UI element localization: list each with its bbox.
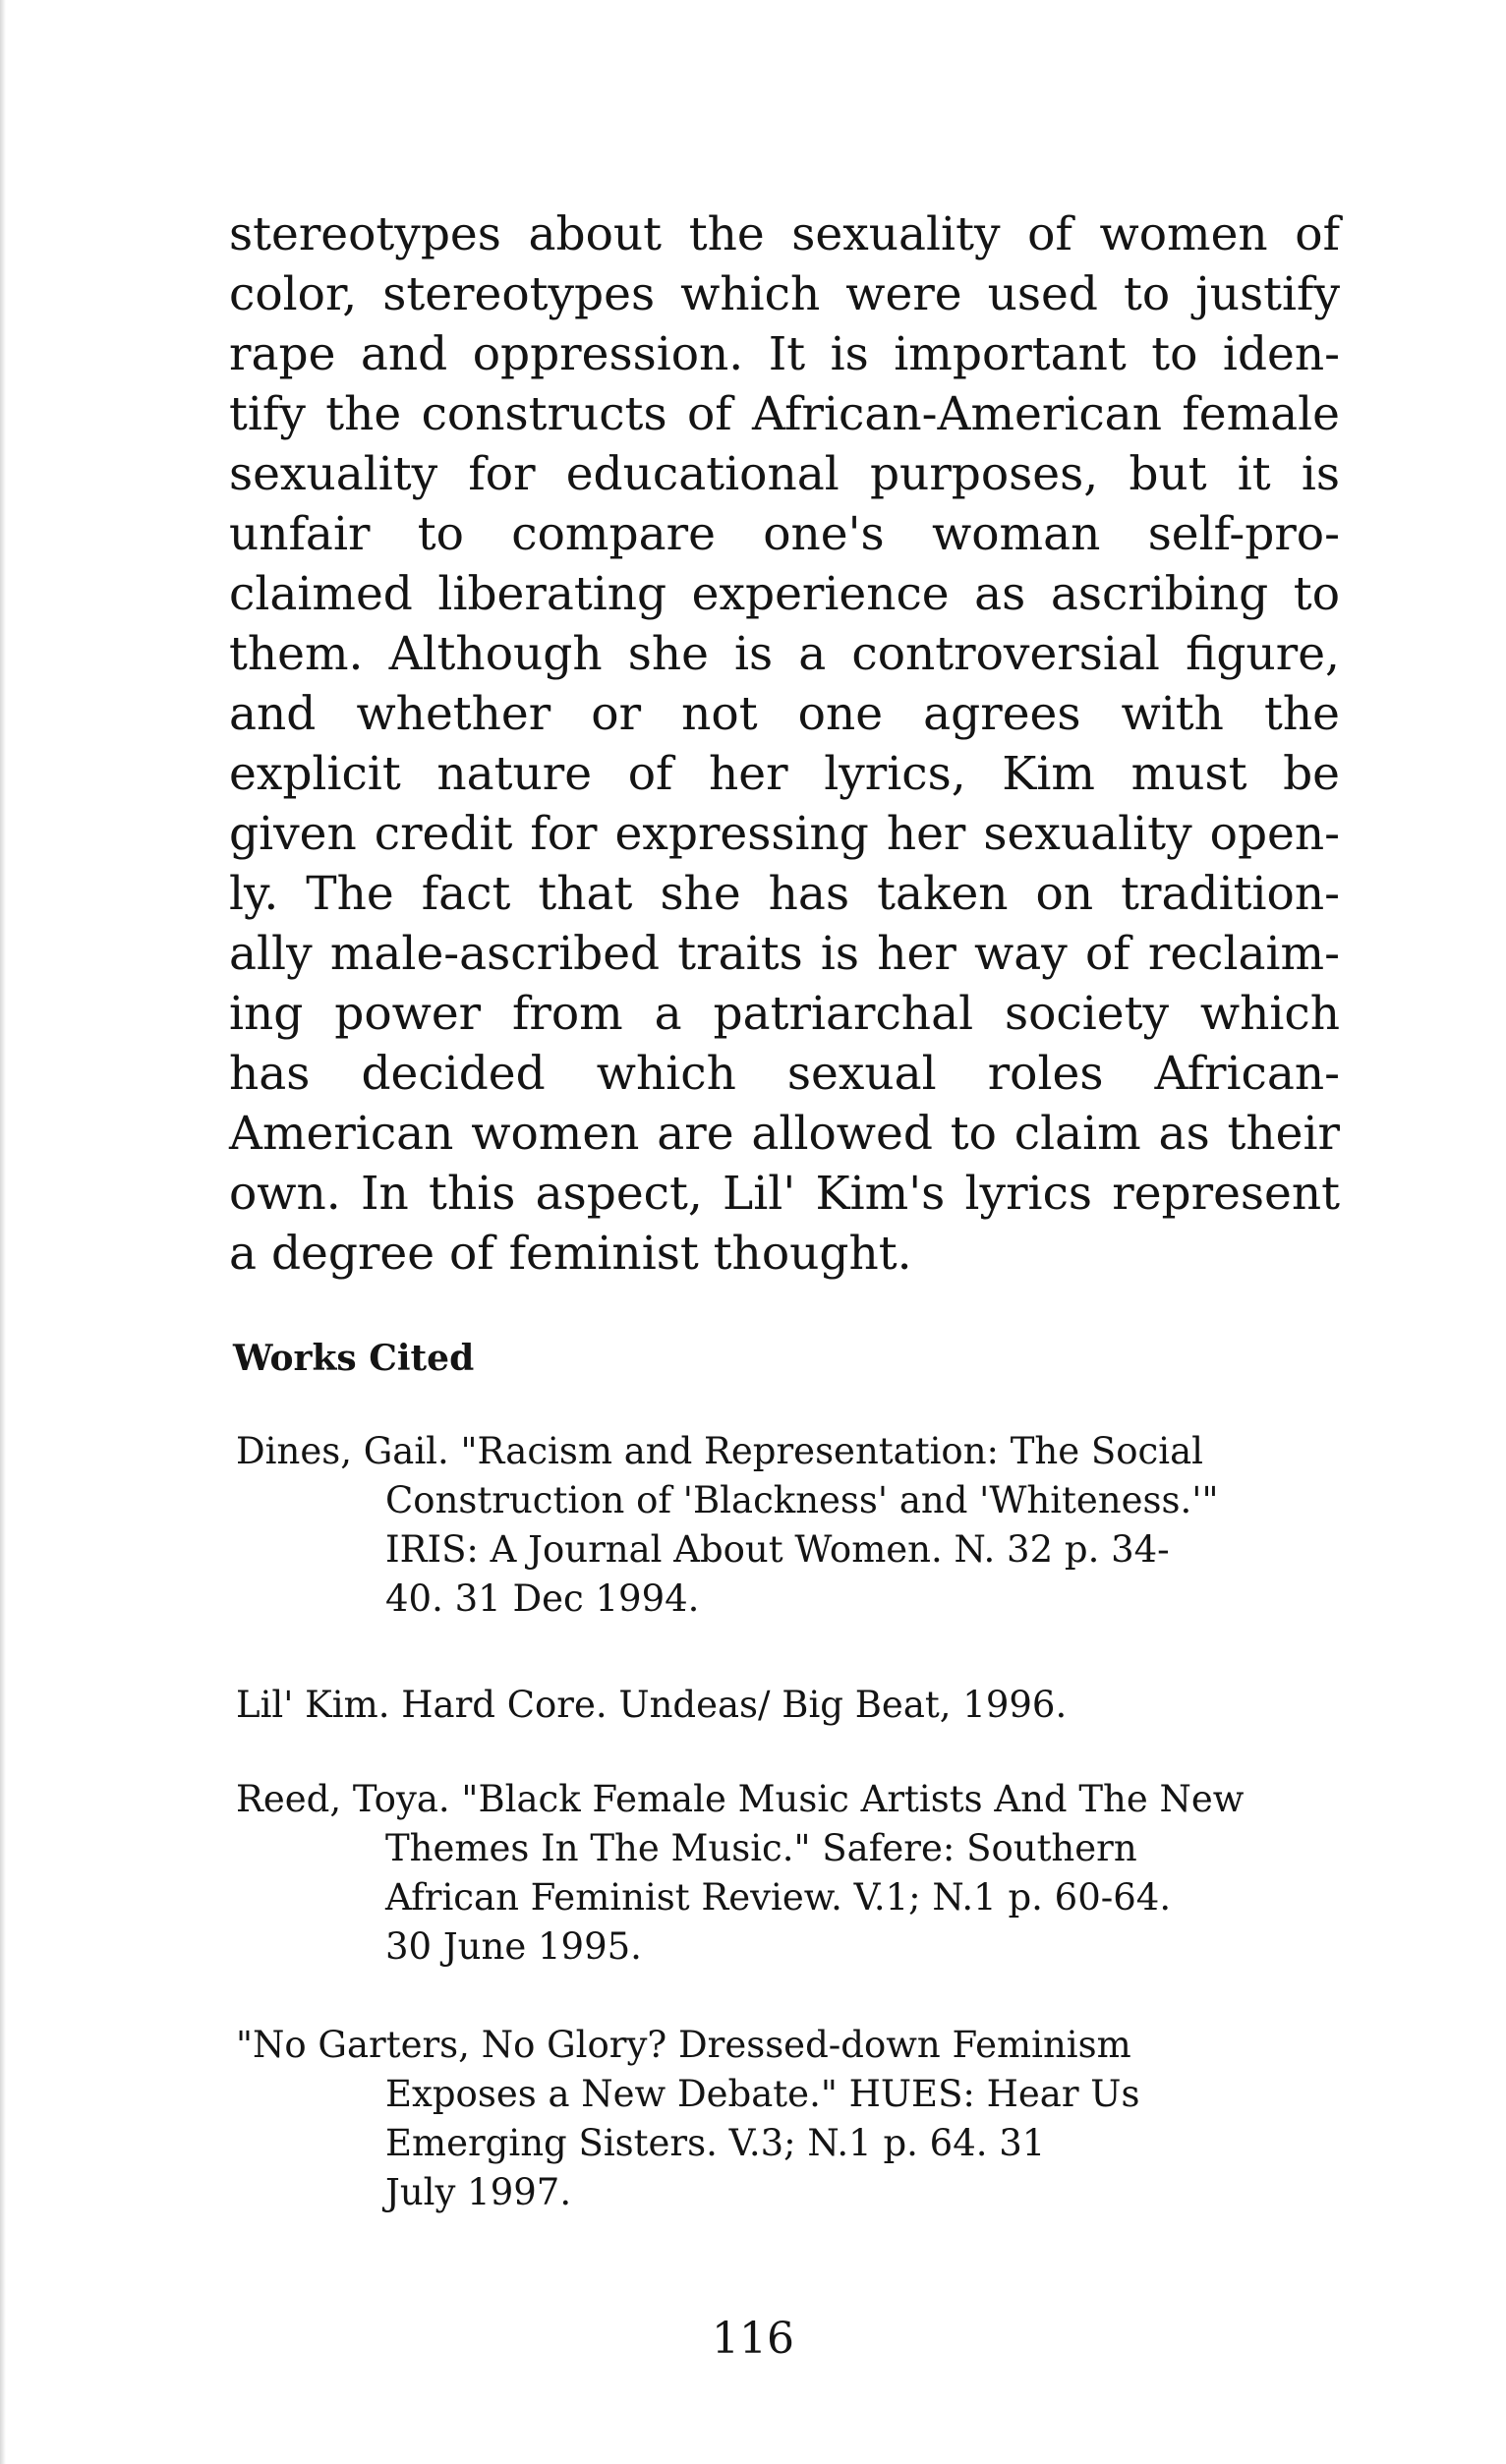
body-line: stereotypes about the sexuality of women of: [229, 207, 1340, 261]
works-cited-heading: Works Cited: [233, 1338, 475, 1379]
body-line: tify the constructs of African-American female: [229, 387, 1340, 441]
body-line: American women are allowed to claim as their: [229, 1107, 1340, 1161]
body-line: unfair to compare one's woman self-pro-: [229, 507, 1340, 561]
citation-line: Emerging Sisters. V.3; N.1 p. 64. 31: [385, 2122, 1046, 2164]
body-line: ly. The fact that she has taken on tradition-: [229, 867, 1340, 921]
citation-line: 30 June 1995.: [385, 1925, 642, 1968]
citation-line: July 1997.: [385, 2171, 572, 2213]
body-line: color, stereotypes which were used to justify: [229, 267, 1340, 321]
body-line: sexuality for educational purposes, but it is: [229, 447, 1340, 501]
citation-line: Lil' Kim. Hard Core. Undeas/ Big Beat, 1996.: [236, 1684, 1068, 1726]
page-left-edge: [0, 0, 6, 2464]
citation-line: Dines, Gail. "Racism and Representation: The Social: [236, 1430, 1203, 1472]
body-line: claimed liberating experience as ascribing to: [229, 567, 1340, 621]
body-line: own. In this aspect, Lil' Kim's lyrics represent: [229, 1167, 1340, 1221]
citation-entry: [236, 1427, 1337, 1624]
body-line: rape and oppression. It is important to iden-: [229, 327, 1340, 381]
citation-entry: [236, 2021, 1337, 2217]
body-line: them. Although she is a controversial figure,: [229, 627, 1340, 681]
body-line: and whether or not one agrees with the: [229, 687, 1340, 741]
citation-entry: [236, 1775, 1337, 1972]
body-line: explicit nature of her lyrics, Kim must be: [229, 747, 1340, 801]
body-paragraph: [229, 204, 1340, 1284]
body-line: given credit for expressing her sexuality open-: [229, 807, 1340, 861]
citation-line: 40. 31 Dec 1994.: [385, 1577, 700, 1620]
citation-line: Themes In The Music." Safere: Southern: [385, 1827, 1137, 1869]
body-line: ally male-ascribed traits is her way of reclaim-: [229, 927, 1340, 981]
citation-line: Reed, Toya. "Black Female Music Artists And The New: [236, 1778, 1245, 1820]
citation-entry: [236, 1681, 1337, 1730]
body-line: a degree of feminist thought.: [229, 1227, 912, 1281]
body-line: ing power from a patriarchal society which: [229, 987, 1340, 1041]
citation-line: African Feminist Review. V.1; N.1 p. 60-64.: [385, 1876, 1172, 1919]
citation-line: Construction of 'Blackness' and 'Whiteness.'": [385, 1479, 1219, 1521]
citation-line: IRIS: A Journal About Women. N. 32 p. 34-: [385, 1528, 1170, 1571]
body-line: has decided which sexual roles African-: [229, 1047, 1340, 1101]
page-number: 116: [712, 2314, 794, 2364]
citation-line: "No Garters, No Glory? Dressed-down Feminism: [236, 2024, 1131, 2066]
citation-line: Exposes a New Debate." HUES: Hear Us: [385, 2073, 1140, 2115]
